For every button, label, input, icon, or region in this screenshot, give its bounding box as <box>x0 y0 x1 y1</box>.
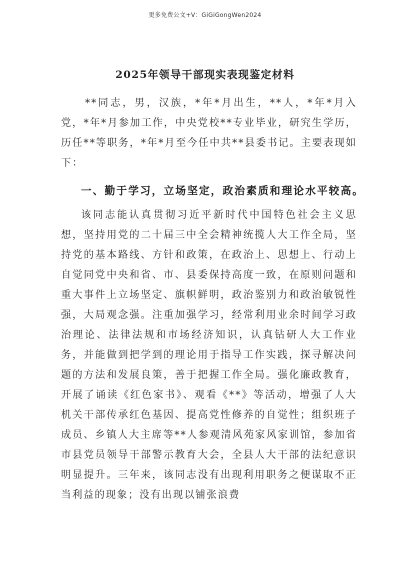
header-note: 更多免费公文+V：GiGiGongWen2024 <box>148 12 262 19</box>
document-title: 2025年领导干部现实表现鉴定材料 <box>115 69 295 81</box>
intro-paragraph: **同志，男，汉族，*年*月出生，**人，*年*月入党，*年*月参加工作，中央党校**专业毕业，研究生学历，历任**等职务，*年*月至今任中共**县委书记。主要表现如下： <box>61 98 357 169</box>
section-heading-1: 一、勤于学习，立场坚定，政治素质和理论水平较高。 <box>81 185 365 197</box>
section-1-body: 该同志能认真贯彻习近平新时代中国特色社会主义思想，坚持用党的二十届三中全会精神统揽人大工作全局，坚持党的基本路线、方针和政策，在政治上、思想上、行动上自觉同党中央和省、市、县委保持高度一致，在原则问题和重大事件上立场坚定、旗帜鲜明，政治鉴别力和政治敏锐性强，大局观念强。注重加强学习，经常利用业余时间学习政治理论、法律法规和市场经济知识，认真钻研人大工作业务，并能做到把学到的理论用于指导工作实践，探寻解决问题的方法和发展良策，善于把握工作全局。强化廉政教育，开展了诵读《红色家书》、观看《**》等活动，增强了人大机关干部传承红色基因、提高党性修养的自觉性；组织班子成员、乡镇人大主席等**人参观清风苑家风家训馆，参加省市县党员领导干部警示教育大会，全县人大干部的法纪意识明显提升。三年来，该同志没有出现利用职务之便谋取不正当利益的现象；没有出现以铺张浪费 <box>61 210 357 501</box>
